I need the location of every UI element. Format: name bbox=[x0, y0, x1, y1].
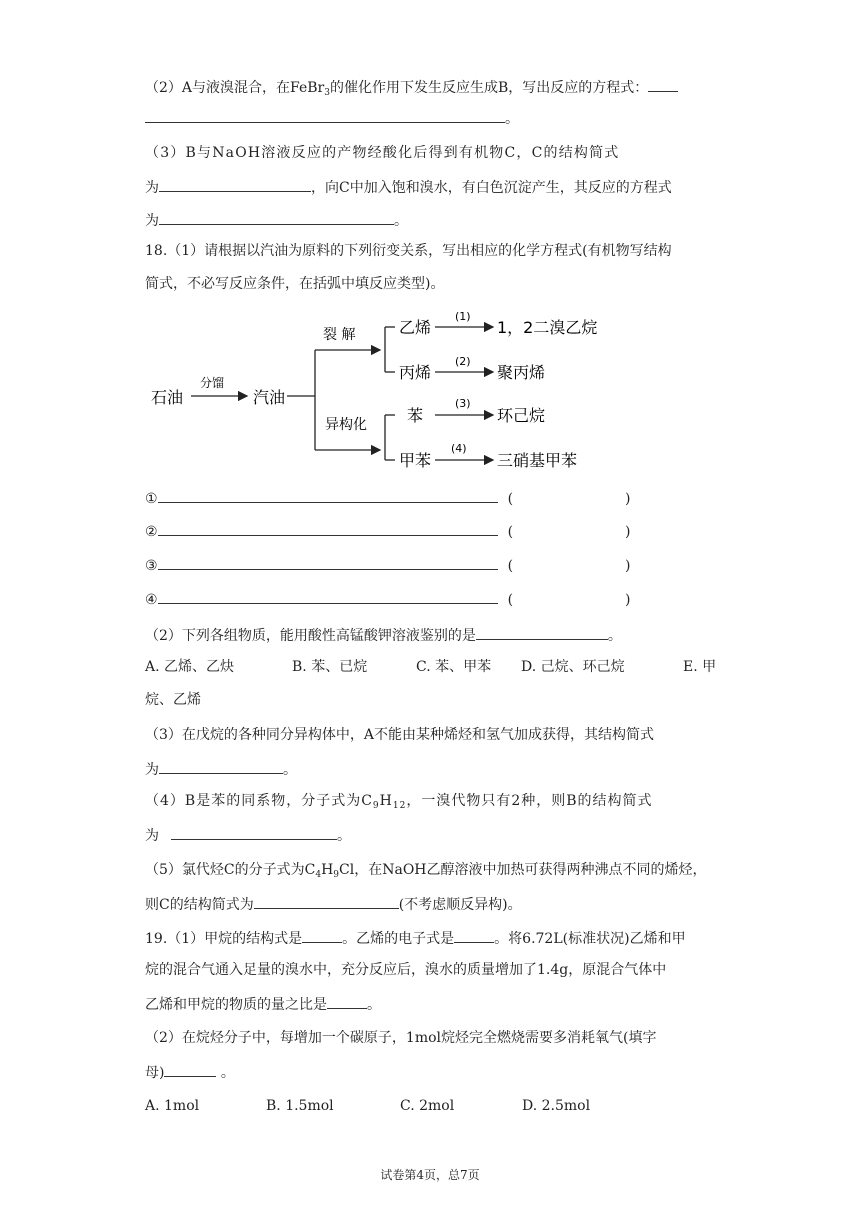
label-reaction-4: (4) bbox=[451, 442, 467, 455]
q18-p4-text-c: 为 bbox=[145, 828, 159, 844]
q18-option-e-cont: 烷、乙烯 bbox=[145, 692, 201, 708]
q19-p2-text: 母) bbox=[145, 1065, 165, 1081]
period: 。 bbox=[607, 628, 622, 644]
label-cracking: 裂 解 bbox=[323, 327, 356, 343]
period: 。 bbox=[337, 828, 351, 844]
q18-part2-line bbox=[145, 624, 622, 646]
equation-blank-3[interactable] bbox=[158, 555, 498, 570]
node-propylene: 丙烯 bbox=[399, 363, 432, 382]
q18-part4-line2 bbox=[145, 824, 351, 846]
subscript: 9 bbox=[333, 870, 340, 880]
circled-number-3: ③ bbox=[145, 558, 158, 574]
q19-option-d[interactable]: D. 2.5mol bbox=[522, 1098, 591, 1114]
subscript: 12 bbox=[392, 801, 407, 811]
paren-close: ) bbox=[625, 592, 631, 608]
paren-open: ( bbox=[507, 558, 514, 574]
paren-open: ( bbox=[507, 491, 514, 507]
q19-part2-line2 bbox=[145, 1061, 235, 1083]
q17-part3-line3 bbox=[145, 209, 408, 231]
q18-p4-text-a: （4）B是苯的同系物，分子式为C bbox=[145, 793, 373, 809]
q18-p5-h: H bbox=[321, 862, 334, 878]
equation-blank-1[interactable] bbox=[158, 488, 498, 503]
answer-blank[interactable] bbox=[327, 993, 367, 1009]
q19-part1-line1 bbox=[145, 927, 686, 949]
reaction-type-blank-4[interactable] bbox=[513, 590, 625, 604]
period: 。 bbox=[367, 997, 381, 1013]
q18-part5-line1 bbox=[145, 860, 707, 885]
q17-p2-text-b: 的催化作用下发生反应生成B，写出反应的方程式： bbox=[329, 80, 649, 96]
q17-part3-line1: （3）B与NaOH溶液反应的产物经酸化后得到有机物C，C的结构简式 bbox=[145, 145, 620, 161]
q18-intro-line1: 18.（1）请根据以汽油为原料的下列衍变关系，写出相应的化学方程式(有机物写结构 bbox=[145, 243, 672, 259]
label-isomerization: 异构化 bbox=[325, 417, 367, 433]
node-product-1: 1，2二溴乙烷 bbox=[497, 318, 598, 337]
q19-option-a[interactable]: A. 1mol bbox=[145, 1098, 200, 1114]
node-ethylene: 乙烯 bbox=[399, 318, 432, 337]
reaction-type-blank-1[interactable] bbox=[513, 489, 625, 503]
label-reaction-2: (2) bbox=[455, 355, 471, 368]
answer-blank[interactable] bbox=[454, 927, 494, 943]
circled-number-1: ① bbox=[145, 491, 158, 507]
label-reaction-3: (3) bbox=[455, 397, 471, 410]
q17-part3-line2 bbox=[145, 176, 672, 198]
q18-option-e[interactable]: E. 甲 bbox=[683, 659, 717, 675]
q18-p5-text-d: (不考虑顺反异构)。 bbox=[398, 897, 522, 913]
q17-part2-line1 bbox=[145, 76, 678, 103]
q19-text-b: 。乙烯的电子式是 bbox=[342, 931, 455, 947]
q18-option-d[interactable]: D. 己烷、环己烷 bbox=[521, 659, 625, 675]
q18-option-b[interactable]: B. 苯、已烷 bbox=[292, 659, 368, 675]
answer-blank[interactable] bbox=[145, 108, 505, 123]
paren-close: ) bbox=[625, 491, 631, 507]
equation-blank-4[interactable] bbox=[158, 589, 498, 604]
answer-blank[interactable] bbox=[648, 76, 678, 92]
circled-number-4: ④ bbox=[145, 592, 158, 608]
derivation-diagram bbox=[145, 305, 605, 475]
q19-option-c[interactable]: C. 2mol bbox=[400, 1098, 455, 1114]
q17-p2-text-a: （2）A与液溴混合，在FeBr bbox=[145, 80, 325, 96]
period: 。 bbox=[505, 111, 519, 127]
answer-blank[interactable] bbox=[171, 824, 337, 840]
node-product-4: 三硝基甲苯 bbox=[497, 451, 578, 470]
answer-blank[interactable] bbox=[159, 209, 394, 225]
q19-text-c: 。将6.72L(标准状况)乙烯和甲 bbox=[494, 931, 686, 947]
q18-part3-line2 bbox=[145, 758, 297, 780]
q17-p3-text-c: 为 bbox=[145, 213, 159, 229]
paren-open: ( bbox=[507, 524, 514, 540]
q18-p2-text: （2）下列各组物质，能用酸性高锰酸钾溶液鉴别的是 bbox=[145, 628, 476, 644]
answer-blank[interactable] bbox=[254, 893, 399, 909]
q18-p5-text-c: 则C的结构简式为 bbox=[145, 897, 254, 913]
node-product-3: 环己烷 bbox=[497, 406, 546, 425]
q18-p4-text-b: ，一溴代物只有2种，则B的结构简式 bbox=[406, 793, 653, 809]
equation-row-2 bbox=[145, 521, 631, 542]
q19-text-a: 19.（1）甲烷的结构式是 bbox=[145, 931, 303, 947]
q19-option-b[interactable]: B. 1.5mol bbox=[266, 1098, 334, 1114]
period: 。 bbox=[394, 213, 408, 229]
answer-blank[interactable] bbox=[302, 927, 342, 943]
period: 。 bbox=[216, 1065, 235, 1081]
q18-p3-text: 为 bbox=[145, 762, 159, 778]
q18-p5-text-b: Cl，在NaOH乙醇溶液中加热可获得两种沸点不同的烯烃， bbox=[339, 862, 707, 878]
reaction-type-blank-3[interactable] bbox=[513, 556, 625, 570]
node-benzene: 苯 bbox=[407, 406, 424, 425]
q19-part1-line2: 烷的混合气通入足量的溴水中，充分反应后，溴水的质量增加了1.4g，原混合气体中 bbox=[145, 962, 667, 978]
q18-part5-line2 bbox=[145, 893, 522, 915]
node-gasoline: 汽油 bbox=[253, 388, 286, 407]
page-footer: 试卷第4页，总7页 bbox=[380, 1168, 480, 1182]
label-fractionation: 分馏 bbox=[200, 376, 225, 390]
q18-part3-line1: （3）在戊烷的各种同分异构体中，A不能由某种烯烃和氢气加成获得，其结构简式 bbox=[145, 727, 655, 743]
label-reaction-1: (1) bbox=[455, 310, 471, 323]
q18-option-a[interactable]: A. 乙烯、乙炔 bbox=[145, 659, 235, 675]
answer-blank[interactable] bbox=[476, 624, 608, 640]
q19-part2-line1: （2）在烷烃分子中，每增加一个碳原子，1mol烷烃完全燃烧需要多消耗氧气(填字 bbox=[145, 1030, 657, 1046]
q17-p2-subscript: 3 bbox=[324, 88, 330, 98]
answer-blank[interactable] bbox=[164, 1061, 216, 1077]
q19-part1-line3 bbox=[145, 993, 381, 1015]
equation-row-1 bbox=[145, 488, 631, 509]
node-petroleum: 石油 bbox=[151, 388, 184, 407]
q18-option-c[interactable]: C. 苯、甲苯 bbox=[416, 659, 492, 675]
period: 。 bbox=[283, 762, 297, 778]
answer-blank[interactable] bbox=[159, 758, 283, 774]
equation-row-3 bbox=[145, 555, 631, 576]
q18-p5-text-a: （5）氯代烃C的分子式为C bbox=[145, 862, 316, 878]
paren-close: ) bbox=[625, 524, 631, 540]
node-toluene: 甲苯 bbox=[399, 451, 432, 470]
reaction-type-blank-2[interactable] bbox=[513, 522, 625, 536]
q17-p3-text-a: 为 bbox=[145, 180, 159, 196]
paren-close: ) bbox=[625, 558, 631, 574]
q17-p3-text-b: ，向C中加入饱和溴水，有白色沉淀产生，其反应的方程式 bbox=[311, 180, 672, 196]
paren-open: ( bbox=[507, 592, 514, 608]
q18-part4-line1 bbox=[145, 791, 653, 816]
q19-text-d: 乙烯和甲烷的物质的量之比是 bbox=[145, 997, 327, 1013]
subscript: 4 bbox=[315, 870, 322, 880]
q17-part2-line2 bbox=[145, 108, 519, 129]
q18-intro-line2: 简式，不必写反应条件，在括弧中填反应类型)。 bbox=[145, 276, 445, 292]
equation-blank-2[interactable] bbox=[158, 521, 498, 536]
equation-row-4 bbox=[145, 589, 631, 610]
circled-number-2: ② bbox=[145, 524, 158, 540]
answer-blank[interactable] bbox=[159, 176, 311, 192]
subscript: 9 bbox=[372, 801, 380, 811]
node-product-2: 聚丙烯 bbox=[497, 363, 546, 382]
q18-p4-h: H bbox=[379, 793, 393, 809]
